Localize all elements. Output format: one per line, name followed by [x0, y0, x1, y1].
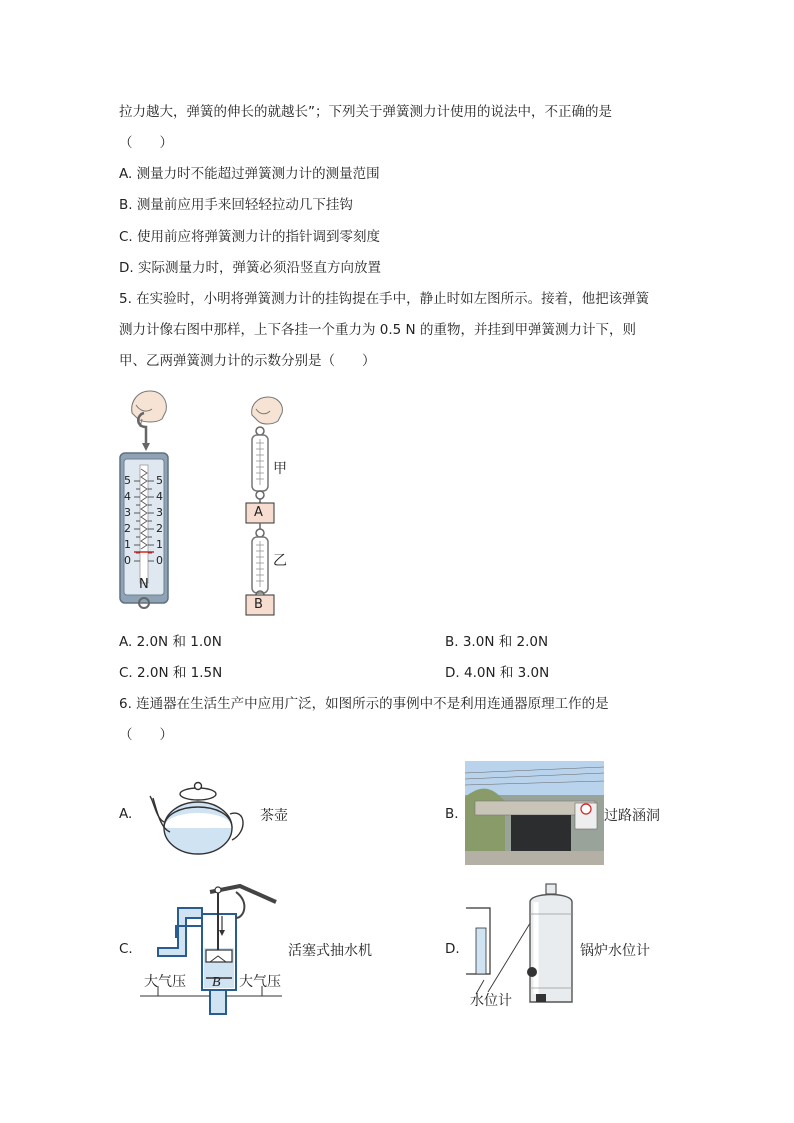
scale-tick-left-1: 1 — [124, 538, 131, 551]
q4-option-d: D. 实际测量力时，弹簧必须沿竖直方向放置 — [119, 260, 381, 276]
q4-option-b: B. 测量前应用手来回轻轻拉动几下挂钩 — [119, 197, 353, 213]
spring-scale-figure — [110, 385, 190, 613]
scale-tick-left-4: 4 — [124, 490, 131, 503]
scale-unit: N — [139, 577, 149, 592]
box-b-label: B — [254, 597, 263, 612]
two-scales-figure — [238, 395, 298, 617]
scale-tick-right-0: 0 — [156, 554, 163, 567]
scale-tick-left-3: 3 — [124, 506, 131, 519]
box-a-label: A — [254, 505, 263, 520]
q6-option-c-letter: C. — [119, 941, 133, 957]
q5-option-d: D. 4.0N 和 3.0N — [445, 665, 550, 681]
q4-option-c: C. 使用前应将弹簧测力计的指针调到零刻度 — [119, 229, 381, 245]
q5-stem-line1: 5. 在实验时，小明将弹簧测力计的挂钩提在手中，静止时如左图所示。接着，他把该弹簧 — [119, 291, 650, 307]
teapot-icon — [150, 778, 248, 858]
q5-option-a: A. 2.0N 和 1.0N — [119, 634, 222, 650]
q6-option-a-caption: 茶壶 — [260, 808, 288, 824]
piston-pump-diagram — [140, 878, 282, 1016]
q5-option-b: B. 3.0N 和 2.0N — [445, 634, 549, 650]
water-gauge-label: 水位计 — [470, 993, 512, 1009]
valve-b-label: B — [212, 975, 221, 990]
scale-tick-right-5: 5 — [156, 474, 163, 487]
scale-tick-left-2: 2 — [124, 522, 131, 535]
q4-stem-line1: 拉力越大，弹簧的伸长的就越长”；下列关于弹簧测力计使用的说法中，不正确的是 — [119, 104, 612, 120]
scale-tick-right-2: 2 — [156, 522, 163, 535]
q5-option-c: C. 2.0N 和 1.5N — [119, 665, 223, 681]
hand-icon — [252, 397, 283, 424]
q6-stem-line1: 6. 连通器在生活生产中应用广泛，如图所示的事例中不是利用连通器原理工作的是 — [119, 696, 609, 712]
scale-tick-left-0: 0 — [124, 554, 131, 567]
hand-icon — [132, 391, 167, 427]
scale-tick-right-1: 1 — [156, 538, 163, 551]
q5-stem-line2: 测力计像右图中那样，上下各挂一个重力为 0.5 N 的重物，并挂到甲弹簧测力计下，则 — [119, 322, 636, 338]
scale-tick-right-3: 3 — [156, 506, 163, 519]
pressure-right-label: 大气压 — [239, 974, 281, 990]
q6-option-d-caption: 锅炉水位计 — [580, 943, 650, 959]
q6-stem-line2: （ ） — [119, 727, 173, 743]
q6-option-c-caption: 活塞式抽水机 — [288, 943, 372, 959]
q6-option-b-letter: B. — [445, 806, 459, 822]
q6-option-a-letter: A. — [119, 806, 133, 822]
q6-option-b-caption: 过路涵洞 — [604, 808, 660, 824]
pressure-left-label: 大气压 — [144, 974, 186, 990]
label-jia: 甲 — [273, 461, 287, 477]
culvert-photo — [465, 761, 604, 865]
q4-stem-line2: （ ） — [119, 135, 173, 151]
q4-option-a: A. 测量力时不能超过弹簧测力计的测量范围 — [119, 166, 380, 182]
q5-stem-line3: 甲、乙两弹簧测力计的示数分别是（ ） — [119, 353, 376, 369]
scale-tick-left-5: 5 — [124, 474, 131, 487]
q6-option-d-letter: D. — [445, 941, 460, 957]
label-yi: 乙 — [273, 553, 287, 569]
scale-tick-right-4: 4 — [156, 490, 163, 503]
